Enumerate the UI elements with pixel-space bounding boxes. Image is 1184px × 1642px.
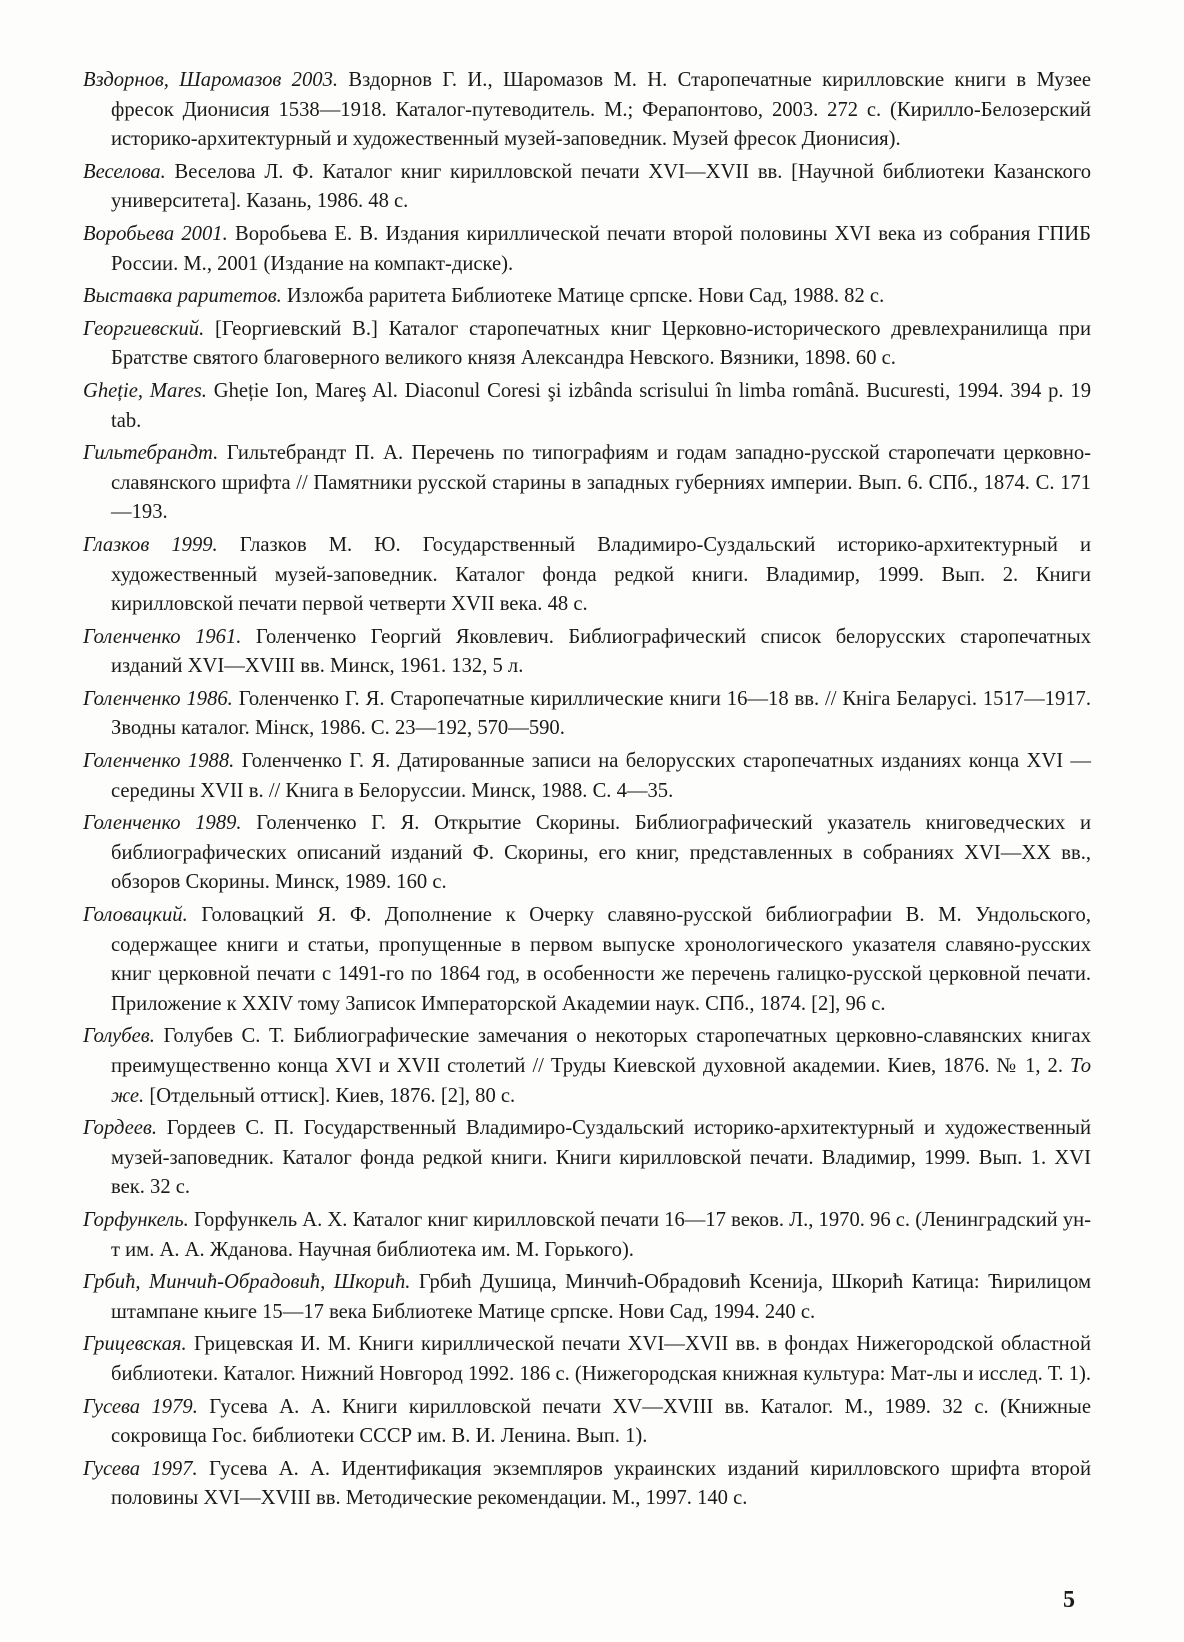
entry-key: Голенченко 1988. [83, 750, 235, 773]
entry-text: Веселова Л. Ф. Каталог книг кирилловской печати XVI—XVII вв. [Научной библиотеки Казанского университета]. Казань, 1986. 48 с. [111, 160, 1091, 213]
bibliography-entry [83, 1268, 1091, 1327]
entry-key: Голенченко 1961. [83, 625, 242, 648]
bibliography-entry [83, 282, 1091, 312]
bibliography-entry [83, 901, 1091, 1019]
entry-key: Головацкий. [83, 904, 188, 927]
entry-key: Голубев. [83, 1025, 155, 1048]
entry-text-tail: [Отдельный оттиск]. Киев, 1876. [2], 80 с. [144, 1084, 516, 1107]
entry-key: Гусева 1997. [83, 1457, 198, 1480]
bibliography-entry [83, 158, 1091, 217]
entry-key: Выставка раритетов. [83, 285, 282, 308]
entry-ibid: То же. [111, 1055, 1091, 1107]
entry-text: Горфункель А. Х. Каталог книг кирилловской печати 16—17 веков. Л., 1970. 96 с. (Ленинградский ун-т им. А. А. Жданова. Научная библиотека им. М. Горького). [111, 1208, 1091, 1261]
entry-text: Глазков М. Ю. Государственный Владимиро-Суздальский историко-архитектурный и художественный музей-заповедник. Каталог фонда редкой книги. Владимир, 1999. Вып. 2. Книги кирилловской печати первой четверти XVII века. 48 с. [111, 533, 1091, 616]
entry-key: Горфункель. [83, 1208, 189, 1231]
bibliography-entry [83, 685, 1091, 744]
entry-text: Голенченко Г. Я. Датированные записи на белорусских старопечатных изданиях конца XVI — середины XVII в. // Книга в Белоруссии. Минск, 1988. С. 4—35. [111, 750, 1091, 802]
entry-key: Гусева 1979. [83, 1395, 198, 1418]
entry-key: Гильтебрандт. [83, 442, 219, 465]
bibliography-entry [83, 1330, 1091, 1389]
entry-key: Гордеев. [83, 1117, 158, 1140]
entry-key: Веселова. [83, 160, 166, 183]
entry-text: Голенченко Г. Я. Открытие Скорины. Библиографический указатель книговедческих и библиографических описаний изданий Ф. Скорины, его книг, представленных в собраниях XVI—XX вв., обзоров Скорины. Минск, 1989. 160 с. [111, 812, 1092, 894]
entry-text: Воробьева Е. В. Издания кириллической печати второй половины XVI века из собрания ГПИБ России. М., 2001 (Издание на компакт-диске). [111, 222, 1091, 275]
entry-text: Голубев С. Т. Библиографические замечания о некоторых старопечатных церковно-славянских книгах преимущественно конца XVI и XVII столетий // Труды Киевской духовной академии. Киев, 1876. № 1, 2. [111, 1025, 1091, 1077]
bibliography-entry [83, 747, 1091, 806]
entry-key: Gheție, Mares. [83, 379, 207, 402]
entry-text: Головацкий Я. Ф. Дополнение к Очерку славяно-русской библиографии В. М. Ундольского, содержащее книги и статьи, пропущенные в первом выпуске хронологического указателя славяно-русских книг церковной печати с 1491-го по 1864 год, в особенности же перечень галицко-русской церковной печати. Приложение к XXIV тому Записок Императорской Академии наук. СПб., 1874. [2], 96 с. [111, 904, 1091, 1015]
bibliography-entry [83, 809, 1091, 898]
entry-key: Воробьева 2001. [83, 222, 228, 245]
bibliography-entry [83, 1455, 1091, 1514]
bibliography-entry [83, 1114, 1091, 1203]
entry-text: Грбић Душица, Минчић-Обрадовић Ксенија, Шкорић Катица: Ћирилицом штампане књиге 15—17 века Библиотеке Матице српске. Нови Сад, 1994. 240 с. [111, 1271, 1091, 1323]
bibliography-entry [83, 315, 1091, 374]
bibliography-entry [83, 377, 1091, 436]
entry-text: Грицевская И. М. Книги кириллической печати XVI—XVII вв. в фондах Нижегородской областной библиотеки. Каталог. Нижний Новгород 1992. 186 с. (Нижегородская книжная культура: Мат-лы и исслед. Т. 1). [111, 1333, 1092, 1385]
entry-key: Вздорнов, Шаромазов 2003. [83, 69, 339, 91]
entry-text: Гусева А. А. Книги кирилловской печати XV—XVIII вв. Каталог. М., 1989. 32 с. (Книжные сокровища Гос. библиотеки СССР им. В. И. Ленина. Вып. 1). [111, 1395, 1091, 1448]
entry-text: Gheție Ion, Mareş Al. Diaconul Coresi şi izbânda scrisului în limba română. Bucuresti, 1994. 394 p. 19 tab. [111, 379, 1091, 432]
bibliography-entry [83, 220, 1091, 279]
entry-key: Голенченко 1989. [83, 812, 242, 835]
entry-key: Грицевская. [83, 1333, 187, 1356]
entry-text: Гордеев С. П. Государственный Владимиро-Суздальский историко-архитектурный и художественный музей-заповедник. Каталог фонда редкой книги. Книги кирилловской печати. Владимир, 1999. Вып. 1. XVI век. 32 с. [111, 1117, 1091, 1199]
entry-text: Гусева А. А. Идентификация экземпляров украинских изданий кирилловского шрифта второй половины XVI—XVIII вв. Методические рекомендации. М., 1997. 140 с. [111, 1457, 1091, 1510]
entry-key: Глазков 1999. [83, 533, 218, 556]
entry-key: Грбић, Минчић-Обрадовић, Шкорић. [83, 1271, 411, 1294]
bibliography-entry [83, 531, 1091, 620]
bibliography-list [83, 66, 1091, 1517]
entry-text: Голенченко Г. Я. Старопечатные кириллические книги 16—18 вв. // Кніга Беларусі. 1517—1917. Зводны каталог. Мінск, 1986. С. 23—192, 570—590. [111, 687, 1092, 740]
bibliography-entry [83, 1393, 1091, 1452]
entry-text: Изложба раритета Библиотеке Матице српске. Нови Сад, 1988. 82 с. [281, 285, 885, 308]
page-number: 5 [1063, 1587, 1075, 1613]
bibliography-entry [83, 1206, 1091, 1265]
entry-text: Гильтебрандт П. А. Перечень по типографиям и годам западно-русской старопечати церковно-славянского шрифта // Памятники русской старины в западных губерниях империи. Вып. 6. СПб., 1874. С. 171—193. [111, 442, 1091, 524]
entry-key: Голенченко 1986. [83, 687, 233, 710]
bibliography-entry [83, 439, 1091, 528]
bibliography-entry [83, 1022, 1091, 1111]
entry-key: Георгиевский. [83, 317, 205, 340]
bibliography-entry [83, 623, 1091, 682]
entry-text: [Георгиевский В.] Каталог старопечатных книг Церковно-исторического древлехранилища при Братстве святого благоверного великого князя Александра Невского. Вязники, 1898. 60 с. [111, 317, 1091, 370]
bibliography-entry [83, 66, 1091, 155]
entry-text: Вздорнов Г. И., Шаромазов М. Н. Старопечатные кирилловские книги в Музее фресок Дионисия 1538—1918. Каталог-путеводитель. М.; Ферапонтово, 2003. 272 с. (Кирилло-Белозерский историко-архитектурный и художественный музей-заповедник. Музей фресок Дионисия). [111, 69, 1091, 151]
entry-text: Голенченко Георгий Яковлевич. Библиографический список белорусских старопечатных изданий XVI—XVIII вв. Минск, 1961. 132, 5 л. [111, 625, 1092, 678]
